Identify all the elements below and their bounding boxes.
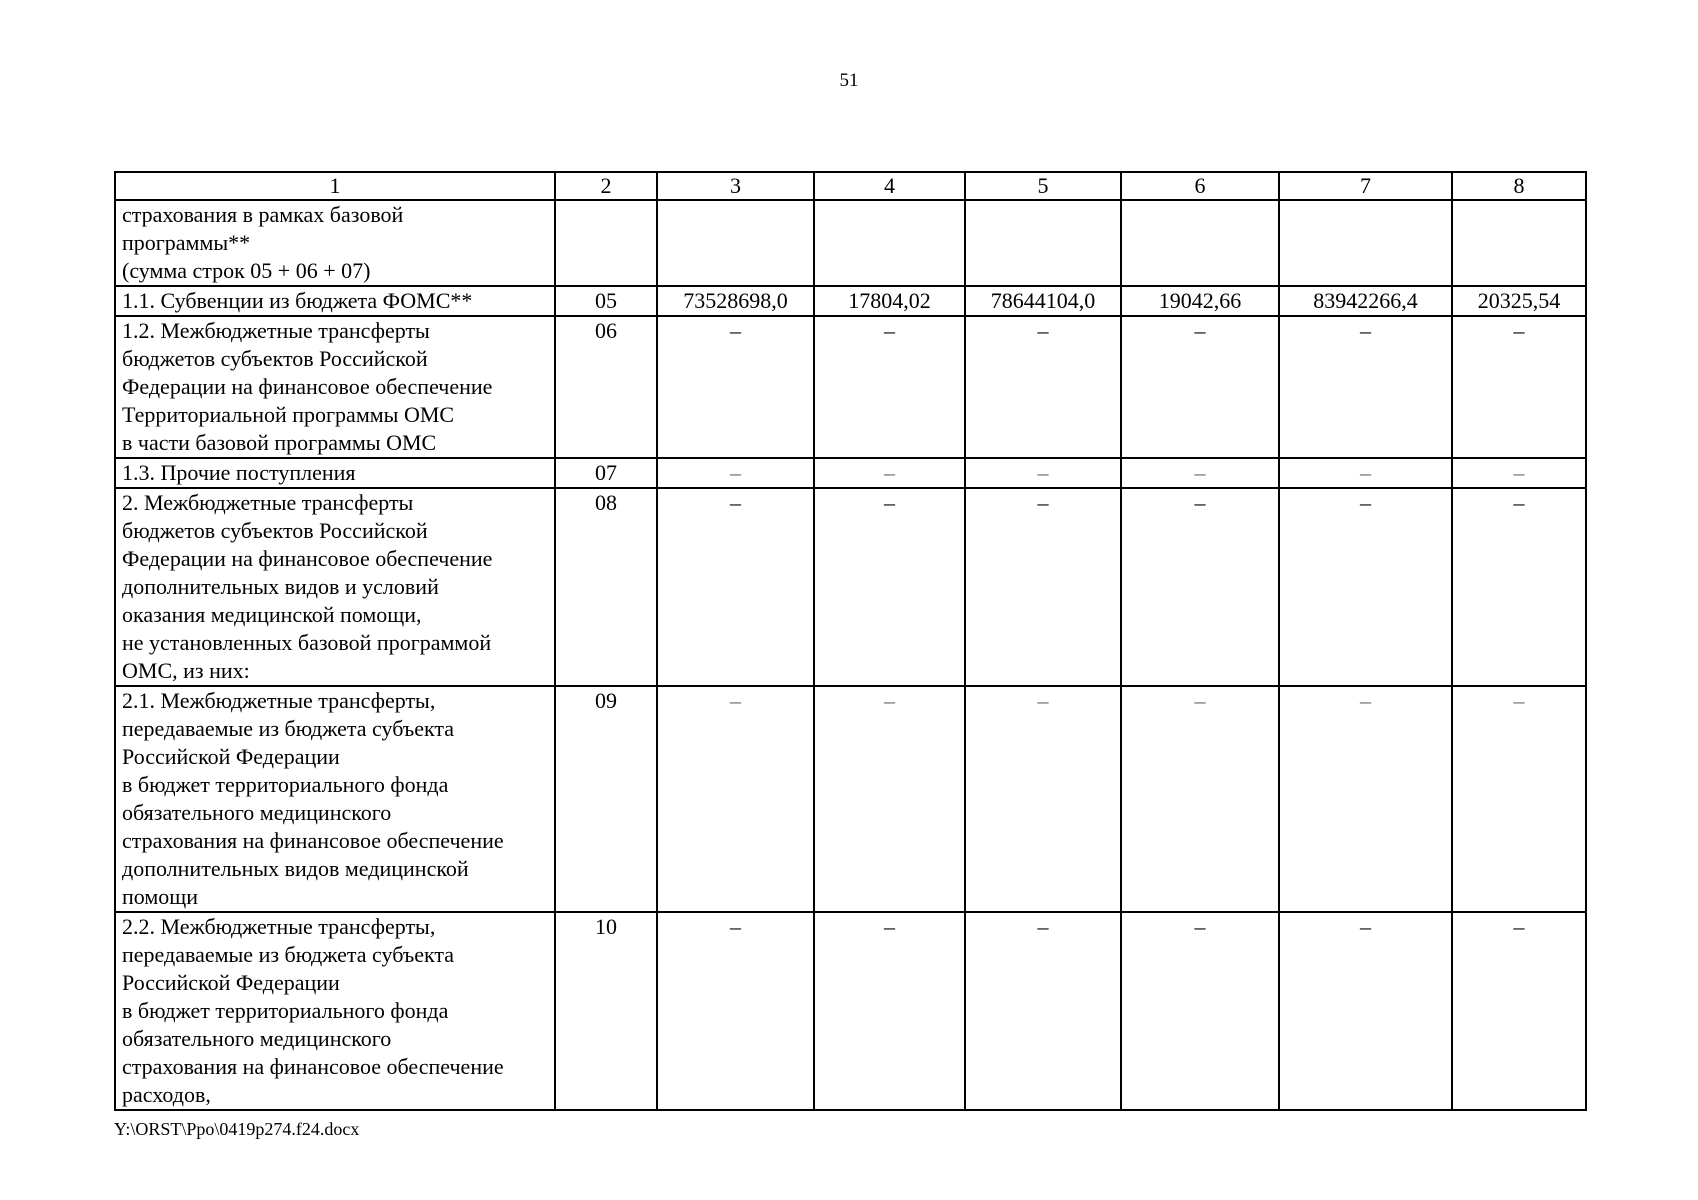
row-name-cell: 1.2. Межбюджетные трансферты бюджетов субъектов Российской Федерации на финансовое обеспечение Территориальной программы ОМС в части базовой программы ОМС [115,316,555,458]
row-value-cell: – [965,686,1121,912]
row-value-cell: – [965,458,1121,488]
row-value-cell: – [814,458,965,488]
row-value-cell: – [814,686,965,912]
row-value-cell: – [657,458,814,488]
column-header: 7 [1279,172,1452,200]
table-row [115,458,1586,488]
row-value-cell: – [814,912,965,1110]
row-value-cell: – [1121,686,1279,912]
row-value-cell: 19042,66 [1121,286,1279,316]
column-header: 5 [965,172,1121,200]
footer-file-path: Y:\ORST\Ppo\0419p274.f24.docx [114,1119,360,1139]
row-value-cell: – [657,316,814,458]
row-name-cell: 2.1. Межбюджетные трансферты, передаваемые из бюджета субъекта Российской Федерации в бюджет территориального фонда обязательного медицинского страхования на финансовое обеспечение дополнительных видов медицинской помощи [115,686,555,912]
row-value-cell: – [1121,488,1279,686]
row-value-cell [814,200,965,286]
row-value-cell: – [1279,316,1452,458]
table-row [115,286,1586,316]
row-name-cell: 1.1. Субвенции из бюджета ФОМС** [115,286,555,316]
column-header: 4 [814,172,965,200]
page-number: 51 [839,70,859,91]
row-value-cell: – [1121,458,1279,488]
row-value-cell: – [814,316,965,458]
row-value-cell: – [814,488,965,686]
row-value-cell: – [657,488,814,686]
row-name-cell: 1.3. Прочие поступления [115,458,555,488]
row-value-cell: – [1452,912,1586,1110]
row-value-cell [1279,200,1452,286]
row-value-cell: – [657,912,814,1110]
row-value-cell [1121,200,1279,286]
row-value-cell: – [965,912,1121,1110]
row-value-cell: – [1121,912,1279,1110]
row-value-cell: – [1279,686,1452,912]
column-header: 1 [115,172,555,200]
row-value-cell: 73528698,0 [657,286,814,316]
column-header: 2 [555,172,657,200]
row-code-cell: 10 [555,912,657,1110]
row-value-cell: – [657,686,814,912]
row-value-cell: – [1452,686,1586,912]
row-value-cell: – [1452,316,1586,458]
table-header-row [115,172,1586,200]
row-value-cell [965,200,1121,286]
column-header: 8 [1452,172,1586,200]
row-name-cell: 2. Межбюджетные трансферты бюджетов субъектов Российской Федерации на финансовое обеспечение дополнительных видов и условий оказания медицинской помощи, не установленных базовой программой ОМС, из них: [115,488,555,686]
row-value-cell: – [965,316,1121,458]
row-name-cell: 2.2. Межбюджетные трансферты, передаваемые из бюджета субъекта Российской Федерации в бюджет территориального фонда обязательного медицинского страхования на финансовое обеспечение расходов, [115,912,555,1110]
row-code-cell: 09 [555,686,657,912]
table-row [115,488,1586,686]
row-code-cell [555,200,657,286]
row-value-cell: 78644104,0 [965,286,1121,316]
row-value-cell: – [1279,912,1452,1110]
column-header: 3 [657,172,814,200]
table-row [115,912,1586,1110]
row-name-cell: страхования в рамках базовой программы** (сумма строк 05 + 06 + 07) [115,200,555,286]
row-code-cell: 07 [555,458,657,488]
table-row [115,200,1586,286]
financing-table [114,171,1587,1111]
row-code-cell: 08 [555,488,657,686]
row-value-cell: – [1279,488,1452,686]
row-value-cell: – [1452,458,1586,488]
row-value-cell: 83942266,4 [1279,286,1452,316]
row-value-cell: 20325,54 [1452,286,1586,316]
row-value-cell [1452,200,1586,286]
row-code-cell: 06 [555,316,657,458]
row-code-cell: 05 [555,286,657,316]
table-row [115,316,1586,458]
table-row [115,686,1586,912]
row-value-cell [657,200,814,286]
column-header: 6 [1121,172,1279,200]
row-value-cell: – [965,488,1121,686]
row-value-cell: 17804,02 [814,286,965,316]
row-value-cell: – [1279,458,1452,488]
row-value-cell: – [1452,488,1586,686]
row-value-cell: – [1121,316,1279,458]
